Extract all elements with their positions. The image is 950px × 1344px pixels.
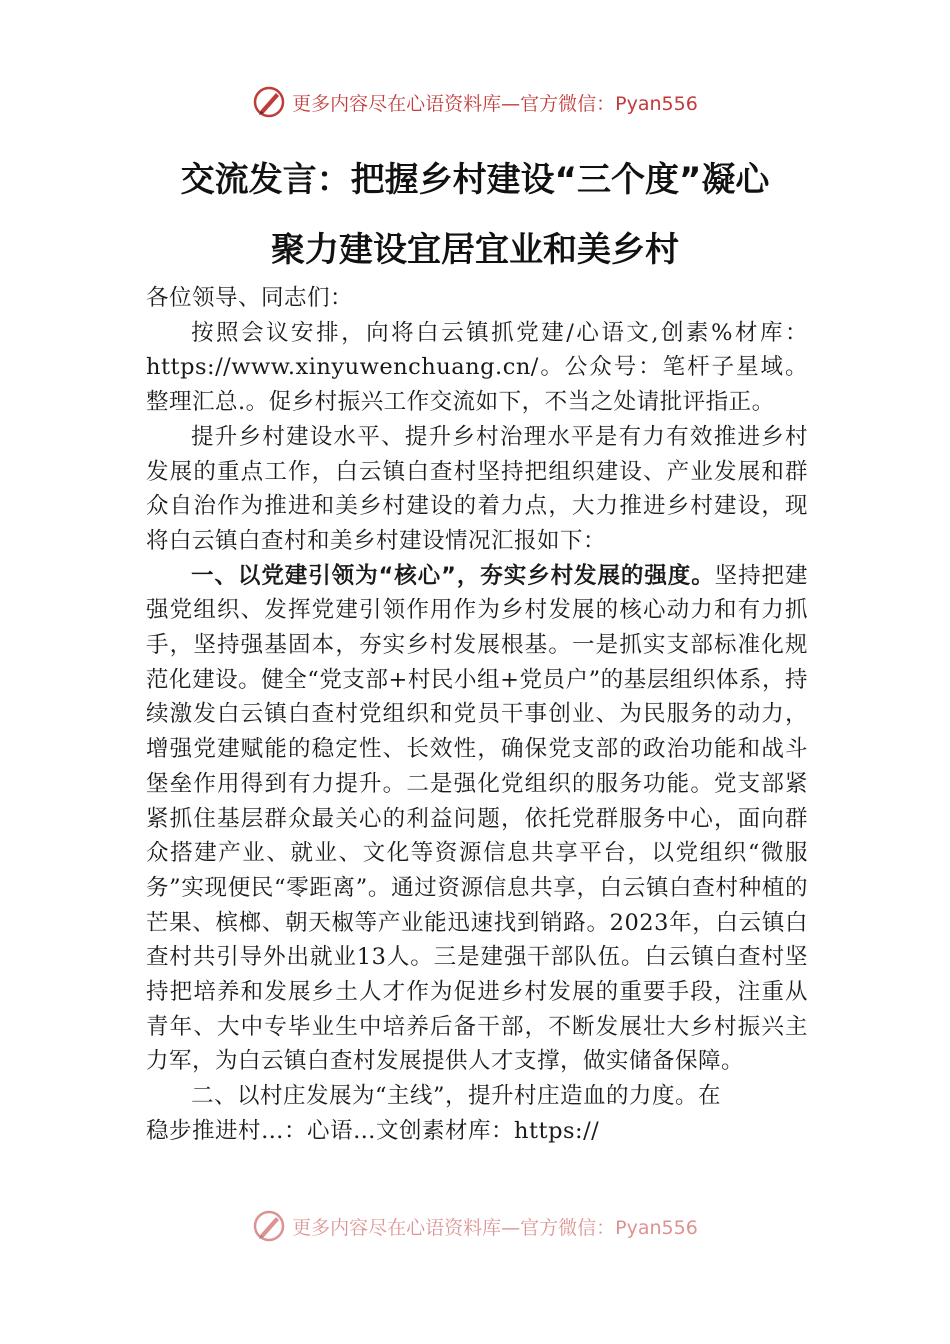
paragraph-intro: 按照会议安排，向将白云镇抓党建/心语文,创素%材库：https://www.xinyuwenchuang.cn/。公众号：笔杆子星域。整理汇总.。促乡村振兴工作交流如下，不当之处请批评指正。 [146,319,808,416]
paragraph-section-two-line-1: 二、以村庄发展为“主线”，提升村庄造血的力度。在 [191,1083,722,1110]
document-title-line-2: 聚力建设宜居宜业和美乡村 [271,230,679,270]
pen-logo-icon [252,1209,286,1243]
paragraph-section-two-line-2: 稳步推进村…：心语…文创素材库：https:// [146,1117,600,1144]
watermark-text: 更多内容尽在心语资料库—官方微信：Pyan556 [292,92,698,115]
section-one-heading: 一、以党建引领为“核心”，夯实乡村发展的强度。 [191,562,715,589]
watermark-header [0,82,950,122]
document-title-line-1: 交流发言：把握乡村建设“三个度”凝心 [180,160,770,200]
pen-logo-icon [252,85,286,119]
section-one-body: 坚持把建强党组织、发挥党建引领作用作为乡村发展的核心动力和有力抓手，坚持强基固本，夯实乡村发展根基。一是抓实支部标准化规范化建设。健全“党支部+村民小组+党员户”的基层组织体系，持续激发白云镇白查村党组织和党员干事创业、为民服务的动力，增强党建赋能的稳定性、长效性，确保党支部的政治功能和战斗堡垒作用得到有力提升。二是强化党组织的服务功能。党支部紧紧抓住基层群众最关心的利益问题，依托党群服务中心，面向群众搭建产业、就业、文化等资源信息共享平台，以党组织“微服务”实现便民“零距离”。通过资源信息共享，白云镇白查村种植的芒果、槟榔、朝天椒等产业能迅速找到销路。2023年，白云镇白查村共引导外出就业13人。三是建强干部队伍。白云镇白查村坚持把培养和发展乡土人才作为促进乡村发展的重要手段，注重从青年、大中专毕业生中培养后备干部，不断发展壮大乡村振兴主力军，为白云镇白查村发展提供人才支撑，做实储备保障。 [146,562,808,1075]
watermark-footer [0,1206,950,1246]
paragraph-overview: 提升乡村建设水平、提升乡村治理水平是有力有效推进乡村发展的重点工作，白云镇白查村坚持把组织建设、产业发展和群众自治作为推进和美乡村建设的着力点，大力推进乡村建设，现将白云镇白查村和美乡村建设情况汇报如下： [146,423,808,554]
salutation: 各位领导、同志们： [146,285,354,311]
watermark-text-footer: 更多内容尽在心语资料库—官方微信：Pyan556 [292,1216,698,1239]
document-body [146,281,808,1149]
paragraph-section-one [146,559,808,1080]
